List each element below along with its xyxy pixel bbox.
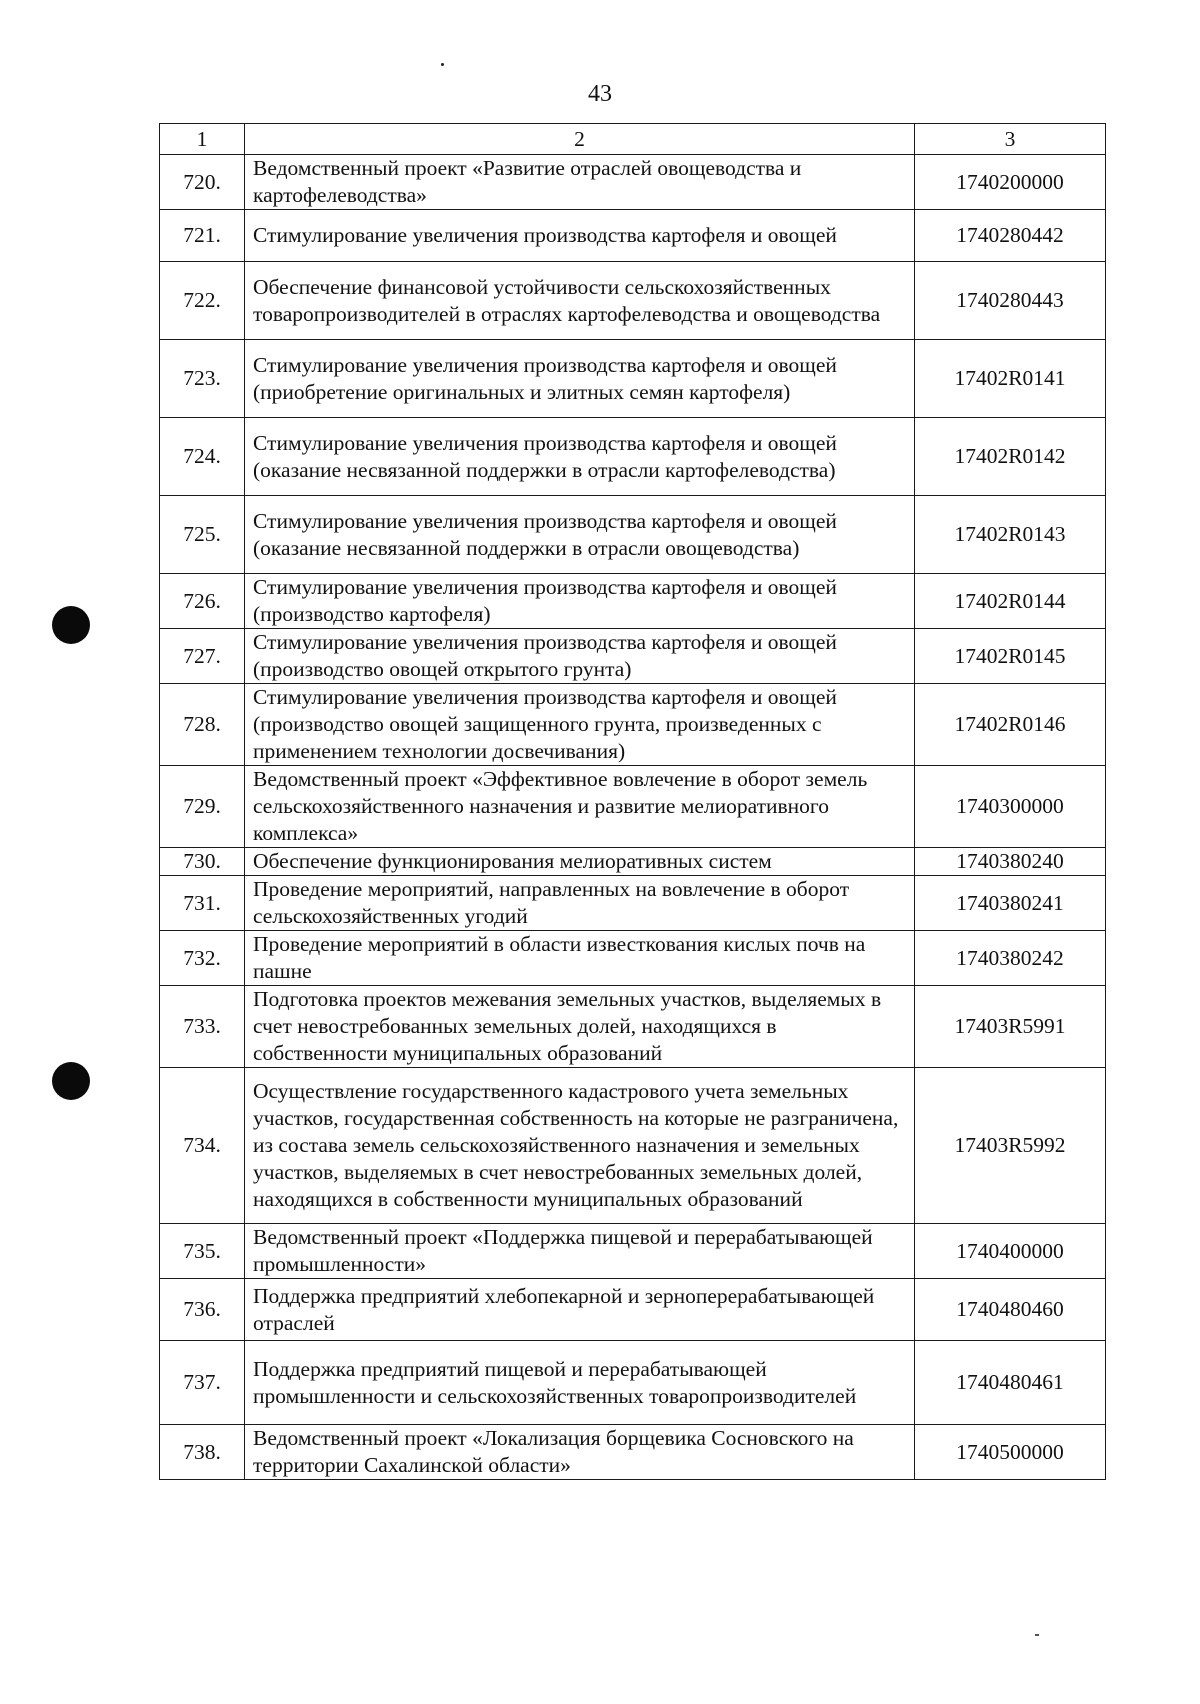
table-row bbox=[160, 262, 1106, 340]
row-code: 17402R0142 bbox=[915, 418, 1106, 496]
row-number: 735. bbox=[160, 1224, 245, 1279]
row-number: 726. bbox=[160, 574, 245, 629]
row-number: 736. bbox=[160, 1279, 245, 1341]
table-row bbox=[160, 1341, 1106, 1425]
row-name: Стимулирование увеличения производства картофеля и овощей (оказание несвязанной поддержки в отрасли картофелеводства) bbox=[245, 418, 915, 496]
row-code: 1740300000 bbox=[915, 766, 1106, 848]
table-row bbox=[160, 876, 1106, 931]
row-code: 17402R0144 bbox=[915, 574, 1106, 629]
page-number: 43 bbox=[588, 81, 612, 107]
table-header-row bbox=[160, 124, 1106, 155]
row-code: 1740380240 bbox=[915, 848, 1106, 876]
row-number: 734. bbox=[160, 1068, 245, 1224]
row-number: 727. bbox=[160, 629, 245, 684]
row-number: 733. bbox=[160, 986, 245, 1068]
row-number: 724. bbox=[160, 418, 245, 496]
row-name: Ведомственный проект «Поддержка пищевой и перерабатывающей промышленности» bbox=[245, 1224, 915, 1279]
row-code: 1740500000 bbox=[915, 1425, 1106, 1480]
row-name: Ведомственный проект «Локализация борщевика Сосновского на территории Сахалинской области» bbox=[245, 1425, 915, 1480]
row-code: 17403R5991 bbox=[915, 986, 1106, 1068]
row-name: Стимулирование увеличения производства картофеля и овощей (производство овощей открытого грунта) bbox=[245, 629, 915, 684]
row-code: 17402R0143 bbox=[915, 496, 1106, 574]
row-number: 720. bbox=[160, 155, 245, 210]
table-row bbox=[160, 418, 1106, 496]
column-header-1: 1 bbox=[160, 124, 245, 155]
table-row bbox=[160, 848, 1106, 876]
scan-speck bbox=[1035, 1634, 1039, 1636]
row-name: Обеспечение финансовой устойчивости сельскохозяйственных товаропроизводителей в отраслях картофелеводства и овощеводства bbox=[245, 262, 915, 340]
row-number: 729. bbox=[160, 766, 245, 848]
row-code: 1740480460 bbox=[915, 1279, 1106, 1341]
row-number: 722. bbox=[160, 262, 245, 340]
row-name: Стимулирование увеличения производства картофеля и овощей bbox=[245, 210, 915, 262]
row-name: Стимулирование увеличения производства картофеля и овощей (оказание несвязанной поддержки в отрасли овощеводства) bbox=[245, 496, 915, 574]
row-name: Ведомственный проект «Эффективное вовлечение в оборот земель сельскохозяйственного назначения и развитие мелиоративного комплекса» bbox=[245, 766, 915, 848]
row-code: 17402R0141 bbox=[915, 340, 1106, 418]
table-row bbox=[160, 210, 1106, 262]
row-code: 17402R0146 bbox=[915, 684, 1106, 766]
row-number: 737. bbox=[160, 1341, 245, 1425]
row-code: 1740280443 bbox=[915, 262, 1106, 340]
column-header-2: 2 bbox=[245, 124, 915, 155]
row-number: 721. bbox=[160, 210, 245, 262]
row-code: 17402R0145 bbox=[915, 629, 1106, 684]
row-number: 725. bbox=[160, 496, 245, 574]
table-row bbox=[160, 629, 1106, 684]
row-name: Стимулирование увеличения производства картофеля и овощей (приобретение оригинальных и элитных семян картофеля) bbox=[245, 340, 915, 418]
table-row bbox=[160, 155, 1106, 210]
row-name: Стимулирование увеличения производства картофеля и овощей (производство овощей защищенного грунта, произведенных с применением технологии досвечивания) bbox=[245, 684, 915, 766]
row-number: 732. bbox=[160, 931, 245, 986]
row-name: Поддержка предприятий хлебопекарной и зерноперерабатывающей отраслей bbox=[245, 1279, 915, 1341]
table-row bbox=[160, 684, 1106, 766]
row-code: 1740280442 bbox=[915, 210, 1106, 262]
row-name: Проведение мероприятий, направленных на вовлечение в оборот сельскохозяйственных угодий bbox=[245, 876, 915, 931]
table-row bbox=[160, 496, 1106, 574]
row-code: 1740380242 bbox=[915, 931, 1106, 986]
row-name: Поддержка предприятий пищевой и перерабатывающей промышленности и сельскохозяйственных товаропроизводителей bbox=[245, 1341, 915, 1425]
table-row bbox=[160, 1224, 1106, 1279]
table-row bbox=[160, 574, 1106, 629]
column-header-3: 3 bbox=[915, 124, 1106, 155]
row-name: Стимулирование увеличения производства картофеля и овощей (производство картофеля) bbox=[245, 574, 915, 629]
row-code: 1740480461 bbox=[915, 1341, 1106, 1425]
table-row bbox=[160, 1425, 1106, 1480]
row-code: 1740200000 bbox=[915, 155, 1106, 210]
scan-speck bbox=[441, 63, 444, 66]
table-row bbox=[160, 766, 1106, 848]
row-name: Осуществление государственного кадастрового учета земельных участков, государственная собственность на которые не разграничена, из состава земель сельскохозяйственного назначения и земельных участков, выделяемых в счет невостребованных земельных долей, находящихся в собственности муниципальных образований bbox=[245, 1068, 915, 1224]
row-code: 17403R5992 bbox=[915, 1068, 1106, 1224]
table-row bbox=[160, 1068, 1106, 1224]
row-number: 723. bbox=[160, 340, 245, 418]
row-code: 1740400000 bbox=[915, 1224, 1106, 1279]
table-row bbox=[160, 931, 1106, 986]
row-name: Подготовка проектов межевания земельных участков, выделяемых в счет невостребованных земельных долей, находящихся в собственности муниципальных образований bbox=[245, 986, 915, 1068]
budget-code-table bbox=[159, 123, 1106, 1480]
row-number: 730. bbox=[160, 848, 245, 876]
row-number: 738. bbox=[160, 1425, 245, 1480]
row-name: Ведомственный проект «Развитие отраслей овощеводства и картофелеводства» bbox=[245, 155, 915, 210]
row-number: 731. bbox=[160, 876, 245, 931]
punch-hole-mark bbox=[52, 606, 90, 644]
table-row bbox=[160, 986, 1106, 1068]
row-code: 1740380241 bbox=[915, 876, 1106, 931]
table-row bbox=[160, 1279, 1106, 1341]
row-name: Обеспечение функционирования мелиоративных систем bbox=[245, 848, 915, 876]
punch-hole-mark bbox=[52, 1062, 90, 1100]
row-name: Проведение мероприятий в области известкования кислых почв на пашне bbox=[245, 931, 915, 986]
table-row bbox=[160, 340, 1106, 418]
row-number: 728. bbox=[160, 684, 245, 766]
